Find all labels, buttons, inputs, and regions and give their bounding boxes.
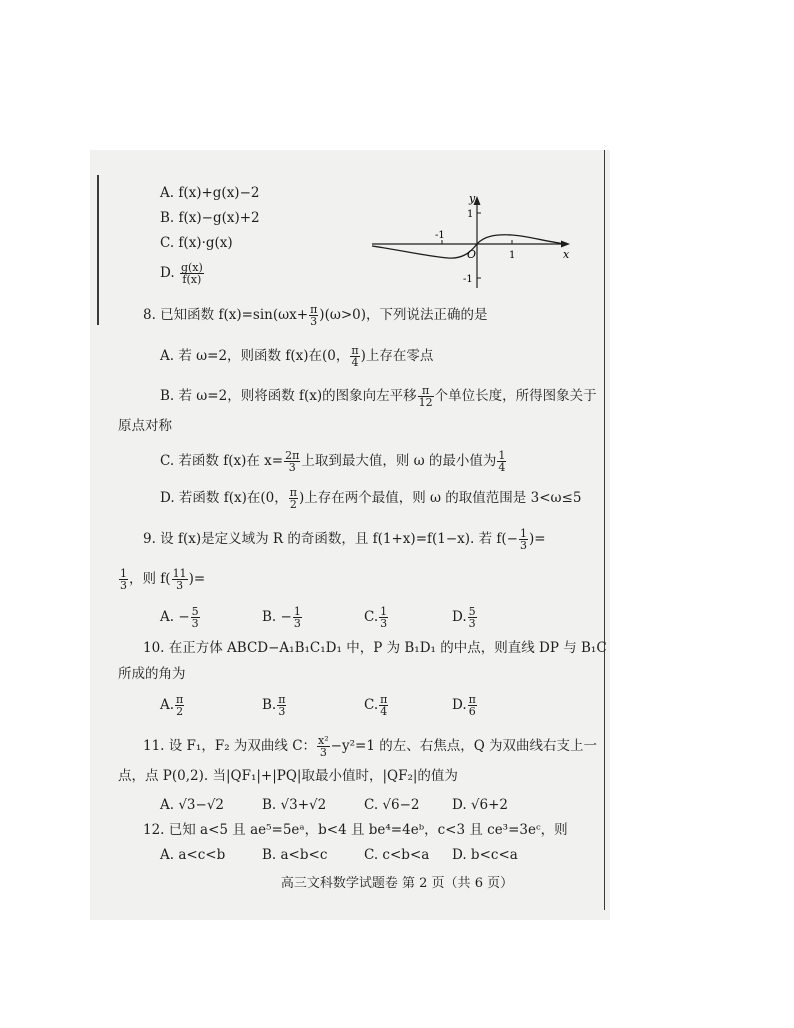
q10-b-den: 3 xyxy=(278,705,286,718)
q8-d-den: 2 xyxy=(289,498,297,511)
q9-c-num: 1 xyxy=(380,605,388,618)
q10-a-den: 2 xyxy=(176,705,184,718)
q10-b-num: π xyxy=(278,693,286,706)
q7-option-d-fraction xyxy=(180,262,204,285)
page-footer: 高三文科数学试题卷 第 2 页（共 6 页） xyxy=(280,876,514,891)
graph-y-label: y xyxy=(469,192,476,205)
q8-d-pre: D. 若函数 f(x)在(0， xyxy=(160,490,288,506)
q11-option-a: A. √3−√2 xyxy=(160,797,225,813)
q12-option-b: B. a<b<c xyxy=(262,847,328,863)
q10-option-b xyxy=(262,694,287,717)
q8-b-num: π xyxy=(418,385,434,397)
q8-b-pre: B. 若 ω=2，则将函数 f(x)的图象向左平移 xyxy=(160,388,417,404)
q10-option-a xyxy=(160,694,185,717)
q9-d-num: 5 xyxy=(468,605,476,618)
q8-c-mid: 上取到最大值，则 ω 的最小值为 xyxy=(301,453,497,469)
q9-line2-num2: 11 xyxy=(172,567,187,580)
q9-stem-fraction xyxy=(519,528,528,551)
q10-option-c xyxy=(364,694,389,717)
q8-option-a xyxy=(160,345,433,368)
q9-d-pre: D. xyxy=(452,609,467,625)
q8-stem-den: 3 xyxy=(310,315,318,328)
graph-tick-label-y-bottom: -1 xyxy=(463,274,473,285)
q8-stem-num: π xyxy=(310,303,318,316)
q9-a-fraction xyxy=(191,606,200,629)
q8-option-c xyxy=(160,450,507,473)
q8-stem-text-a: 8. 已知函数 f(x)=sin(ωx+ xyxy=(143,307,309,323)
q9-c-fraction xyxy=(379,606,388,629)
q9-a-den: 3 xyxy=(191,617,199,630)
q9-option-b xyxy=(262,606,303,629)
q7-option-a: A. f(x)+g(x)−2 xyxy=(160,185,260,201)
q8-stem-text-b: )(ω>0)，下列说法正确的是 xyxy=(319,307,488,323)
q8-b-den: 12 xyxy=(418,396,433,409)
q10-a-fraction xyxy=(175,694,184,717)
q8-c-fraction-2 xyxy=(497,450,506,473)
q9-c-pre: C. xyxy=(364,609,379,625)
q9-line2-fraction xyxy=(119,568,128,591)
q8-c-den2: 4 xyxy=(498,461,506,474)
q11-stem-line2: 点，点 P(0,2). 当|QF₁|+|PQ|取最小值时，|QF₂|的值为 xyxy=(118,768,458,784)
q9-line2-num: 1 xyxy=(120,567,127,580)
q11-option-d: D. √6+2 xyxy=(452,797,509,813)
q9-option-c xyxy=(364,606,389,629)
q11-stem xyxy=(143,735,597,758)
q11-option-b: B. √3+√2 xyxy=(262,797,327,813)
q9-b-den: 3 xyxy=(293,617,301,630)
q10-c-fraction xyxy=(379,694,388,717)
q9-line2-den2: 3 xyxy=(176,579,184,592)
q7-option-d-prefix: D. xyxy=(160,265,175,281)
q9-line2-fraction-2 xyxy=(172,568,188,591)
q8-c-num: 2π xyxy=(285,449,300,462)
q9-line2-den: 3 xyxy=(120,579,127,592)
q10-d-pre: D. xyxy=(452,697,467,713)
q11-line1-den: 3 xyxy=(319,746,327,759)
q9-b-fraction xyxy=(293,606,302,629)
q11-line1-fraction xyxy=(317,735,330,758)
function-graph xyxy=(370,188,575,293)
q10-d-fraction xyxy=(468,694,477,717)
q9-d-fraction xyxy=(468,606,477,629)
q8-c-pre: C. 若函数 f(x)在 x= xyxy=(160,453,284,469)
q9-option-a xyxy=(160,606,201,629)
q9-line2-end: )= xyxy=(188,571,206,587)
q9-b-num: 1 xyxy=(293,605,301,618)
q9-stem xyxy=(143,528,546,551)
q8-b-post: 个单位长度，所得图象关于 xyxy=(434,388,597,404)
q9-a-pre: A. − xyxy=(160,609,190,625)
q9-b-pre: B. − xyxy=(262,609,292,625)
q10-option-d xyxy=(452,694,478,717)
q9-c-den: 3 xyxy=(380,617,388,630)
q12-stem: 12. 已知 a<5 且 ae⁵=5eᵃ，b<4 且 be⁴=4eᵇ，c<3 且 ce³=3eᶜ，则 xyxy=(143,822,568,838)
q10-c-pre: C. xyxy=(364,697,379,713)
q10-a-num: π xyxy=(176,693,184,706)
q9-stem-line2 xyxy=(118,568,205,591)
q7-option-d-denominator: f(x) xyxy=(182,273,202,286)
q11-line1-num: x² xyxy=(318,734,329,747)
q8-c-num2: 1 xyxy=(498,449,506,462)
q10-c-den: 4 xyxy=(380,705,388,718)
q9-line2-mid: ，则 f( xyxy=(129,571,171,587)
q12-option-c: C. c<b<a xyxy=(364,847,430,863)
graph-origin-label: O xyxy=(467,248,477,261)
q8-option-b xyxy=(160,385,597,408)
q7-option-d xyxy=(160,262,205,285)
q10-b-pre: B. xyxy=(262,697,277,713)
q9-stem-num: 1 xyxy=(520,527,527,540)
q10-b-fraction xyxy=(277,694,286,717)
q8-c-den: 3 xyxy=(288,461,296,474)
q10-c-num: π xyxy=(380,693,388,706)
q7-option-c: C. f(x)·g(x) xyxy=(160,235,233,251)
q8-d-post: )上存在两个最值，则 ω 的取值范围是 3<ω≤5 xyxy=(298,490,582,506)
graph-x-label: x xyxy=(563,248,570,261)
q8-c-fraction xyxy=(284,450,300,473)
q10-a-pre: A. xyxy=(160,697,175,713)
q8-stem-fraction xyxy=(309,304,318,327)
q9-stem-b: )= xyxy=(529,531,546,547)
q12-option-a: A. a<c<b xyxy=(160,847,226,863)
q7-option-d-numerator: g(x) xyxy=(180,261,203,274)
q8-a-num: π xyxy=(351,344,359,357)
q8-stem xyxy=(143,304,488,327)
q9-d-den: 3 xyxy=(468,617,476,630)
q11-line1-b: −y²=1 的左、右焦点，Q 为双曲线右支上一 xyxy=(330,738,598,754)
q11-option-c: C. √6−2 xyxy=(364,797,420,813)
q10-stem: 10. 在正方体 ABCD−A₁B₁C₁D₁ 中，P 为 B₁D₁ 的中点，则直线 DP 与 B₁C xyxy=(143,640,607,656)
q8-a-post: )上存在零点 xyxy=(360,348,434,364)
q10-stem-line2: 所成的角为 xyxy=(118,666,186,682)
graph-tick-label-x-left: -1 xyxy=(435,230,445,241)
q8-a-pre: A. 若 ω=2，则函数 f(x)在(0， xyxy=(160,348,350,364)
q7-option-b: B. f(x)−g(x)+2 xyxy=(160,210,260,226)
q9-stem-den: 3 xyxy=(520,539,527,552)
q8-a-fraction xyxy=(350,345,359,368)
q9-stem-a: 9. 设 f(x)是定义域为 R 的奇函数，且 f(1+x)=f(1−x). 若 f(− xyxy=(143,531,518,547)
graph-tick-label-y-top: 1 xyxy=(467,209,474,220)
graph-tick-label-x-right: 1 xyxy=(509,250,516,261)
q10-d-num: π xyxy=(468,693,476,706)
q9-option-d xyxy=(452,606,478,629)
q8-d-num: π xyxy=(289,486,297,499)
q11-line1-a: 11. 设 F₁，F₂ 为双曲线 C： xyxy=(143,738,317,754)
q8-d-fraction xyxy=(289,487,298,510)
q8-option-d xyxy=(160,487,581,510)
q12-option-d: D. b<c<a xyxy=(452,847,518,863)
q8-a-den: 4 xyxy=(351,356,359,369)
q8-b-fraction xyxy=(418,385,434,408)
q10-d-den: 6 xyxy=(468,705,476,718)
q9-a-num: 5 xyxy=(191,605,199,618)
q8-option-b-line2: 原点对称 xyxy=(118,418,172,434)
